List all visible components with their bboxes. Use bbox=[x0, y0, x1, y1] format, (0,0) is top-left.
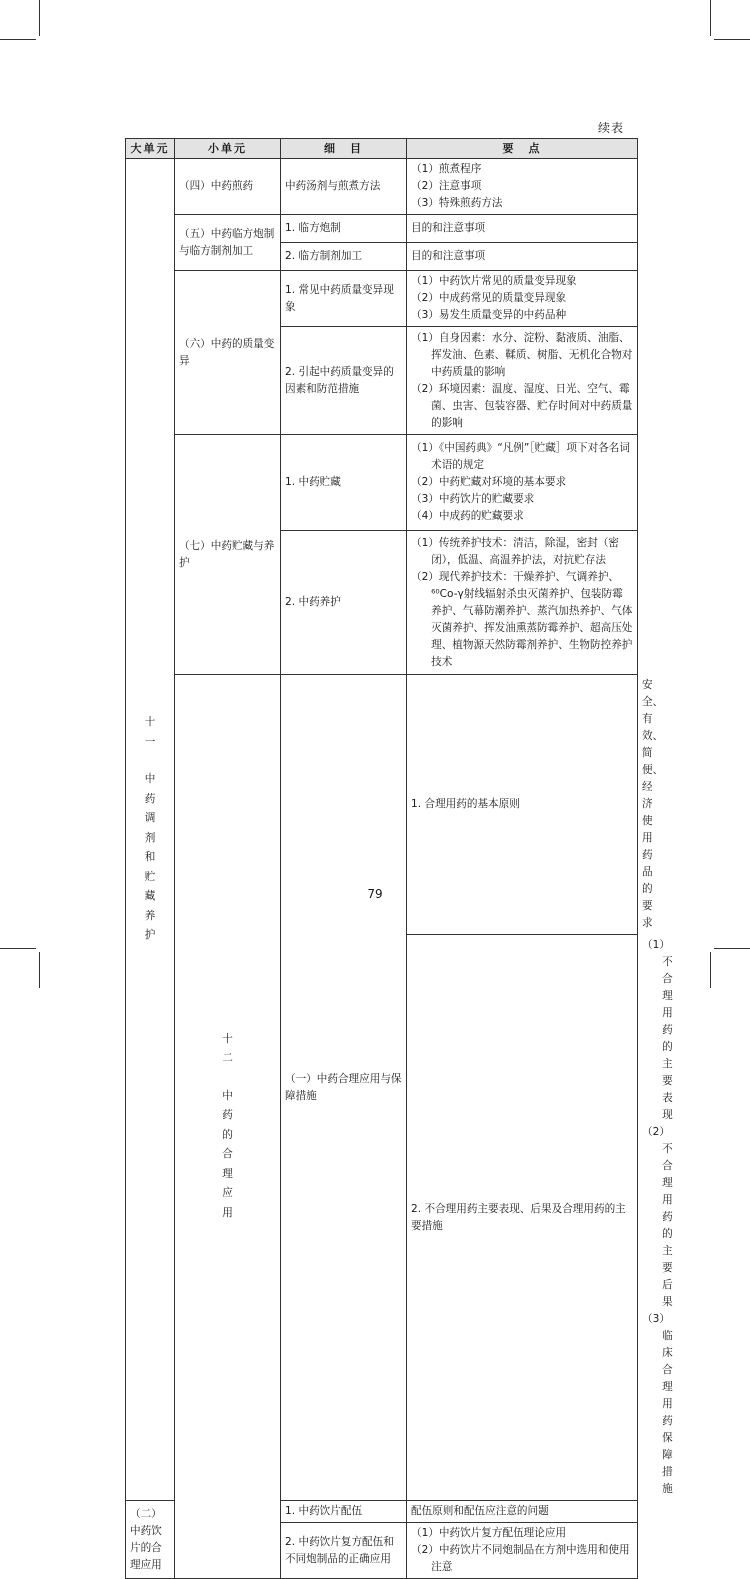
points-cell: 配伍原则和配伍应注意的问题 bbox=[407, 1501, 638, 1523]
detail-cell: 1. 常见中药质量变异现象 bbox=[281, 271, 407, 327]
point-item: （4）中成药的贮藏要求 bbox=[411, 510, 524, 522]
point-item: （1）中药饮片复方配伍理论应用 bbox=[411, 1527, 567, 1539]
page-number: 79 bbox=[367, 887, 383, 901]
crop-mark-top-left-h bbox=[0, 39, 36, 40]
header-detail: 细 目 bbox=[281, 139, 407, 159]
points-cell: 目的和注意事项 bbox=[407, 243, 638, 271]
crop-mark-bottom-right-v bbox=[710, 952, 711, 988]
major-unit-title: 中药的合理应用 bbox=[222, 1089, 233, 1219]
point-item: （3）特殊煎药方法 bbox=[411, 197, 503, 209]
crop-mark-bottom-left-h bbox=[0, 948, 36, 949]
header-major-unit: 大单元 bbox=[126, 139, 175, 159]
crop-mark-bottom-left-v bbox=[39, 952, 40, 988]
header-minor-unit: 小单元 bbox=[175, 139, 281, 159]
detail-cell: 1. 中药贮藏 bbox=[281, 435, 407, 531]
point-item: （1）《中国药典》“凡例”［贮藏］项下对各名词术语的规定 bbox=[411, 442, 630, 471]
point-item: （1）传统养护技术：清洁，除湿，密封（密闭），低温、高温养护法，对抗贮存法 bbox=[411, 536, 620, 566]
points-cell bbox=[407, 159, 638, 215]
point-item: （2）中药饮片不同炮制品在方剂中选用和使用注意 bbox=[411, 1544, 630, 1573]
minor-unit: （一）中药合理应用与保障措施 bbox=[281, 675, 407, 1501]
points-cell bbox=[407, 271, 638, 327]
detail-cell: 1. 合理用药的基本原则 bbox=[407, 675, 638, 935]
detail-cell: 1. 中药饮片配伍 bbox=[281, 1501, 407, 1523]
table-row bbox=[126, 215, 638, 243]
header-row bbox=[126, 139, 638, 159]
table-row bbox=[126, 271, 638, 327]
point-item: （2）不合理用药的主要后果 bbox=[642, 1126, 673, 1308]
detail-cell: 1. 临方炮制 bbox=[281, 215, 407, 243]
continued-label: 续表 bbox=[597, 121, 624, 135]
points-cell bbox=[407, 435, 638, 531]
major-unit-number: 十一 bbox=[144, 716, 156, 748]
crop-mark-top-left-v bbox=[39, 0, 40, 36]
table-row bbox=[126, 435, 638, 531]
syllabus-table bbox=[125, 138, 673, 1579]
detail-cell: 中药汤剂与煎煮方法 bbox=[281, 159, 407, 215]
points-cell bbox=[407, 327, 638, 435]
minor-unit: （六）中药的质量变异 bbox=[175, 271, 281, 435]
point-item: （3）易发生质量变异的中药品种 bbox=[411, 309, 567, 321]
minor-unit: （二）中药饮片的合理应用 bbox=[126, 1501, 175, 1579]
point-item: （2）中成药常见的质量变异现象 bbox=[411, 292, 567, 304]
point-item: （1）自身因素：水分、淀粉、黏液质、油脂、挥发油、色素、鞣质、树脂、无机化合物对中药质量的影响 bbox=[411, 331, 633, 378]
major-unit-11 bbox=[126, 159, 175, 1501]
point-item: （2）注意事项 bbox=[411, 180, 482, 192]
point-item: （2）中药贮藏对环境的基本要求 bbox=[411, 476, 567, 488]
detail-cell: 2. 不合理用药主要表现、后果及合理用药的主要措施 bbox=[407, 935, 638, 1501]
detail-cell: 2. 临方制剂加工 bbox=[281, 243, 407, 271]
minor-unit: （七）中药贮藏与养护 bbox=[175, 435, 281, 675]
detail-cell: 2. 引起中药质量变异的因素和防范措施 bbox=[281, 327, 407, 435]
point-item: （1）不合理用药的主要表现 bbox=[642, 939, 673, 1121]
table-row: 十二 中药的合理应用 （一）中药合理应用与保障措施 1. 合理用药的基本原则 安全、有效、简便、经济使用药品的要求 bbox=[126, 675, 638, 935]
point-item: （2）环境因素：温度、湿度、日光、空气、霉菌、虫害、包装容器、贮存时间对中药质量的影响 bbox=[411, 382, 633, 429]
point-item: （3）中药饮片的贮藏要求 bbox=[411, 493, 535, 505]
table-row bbox=[126, 159, 638, 215]
points-cell: 目的和注意事项 bbox=[407, 215, 638, 243]
detail-cell: 2. 中药饮片复方配伍和不同炮制品的正确应用 bbox=[281, 1523, 407, 1579]
header-key-points: 要 点 bbox=[407, 139, 638, 159]
point-item: （2）现代养护技术：干燥养护、气调养护、⁶⁰Co-γ射线辐射杀虫灭菌养护、包装防霉养护、气幕防潮养护、蒸汽加热养护、气体灭菌养护、挥发油熏蒸防霉养护、超高压处理、植物源天然防霉剂养护、生物防控养护技术 bbox=[411, 570, 633, 668]
points-cell bbox=[407, 531, 638, 675]
point-item: （3）临床合理用药保障措施 bbox=[642, 1313, 673, 1495]
major-unit-12 bbox=[175, 675, 281, 1579]
point-item: （1）煎煮程序 bbox=[411, 163, 482, 175]
minor-unit: （五）中药临方炮制与临方制剂加工 bbox=[175, 215, 281, 271]
major-unit-number: 十二 bbox=[222, 1032, 233, 1065]
crop-mark-top-right-v bbox=[710, 0, 711, 36]
minor-unit: （四）中药煎药 bbox=[175, 159, 281, 215]
points-cell bbox=[407, 1523, 638, 1579]
crop-mark-bottom-right-h bbox=[714, 948, 750, 949]
major-unit-title: 中药调剂和贮藏养护 bbox=[144, 773, 156, 942]
detail-cell: 2. 中药养护 bbox=[281, 531, 407, 675]
crop-mark-top-right-h bbox=[714, 39, 750, 40]
point-item: （1）中药饮片常见的质量变异现象 bbox=[411, 275, 577, 287]
